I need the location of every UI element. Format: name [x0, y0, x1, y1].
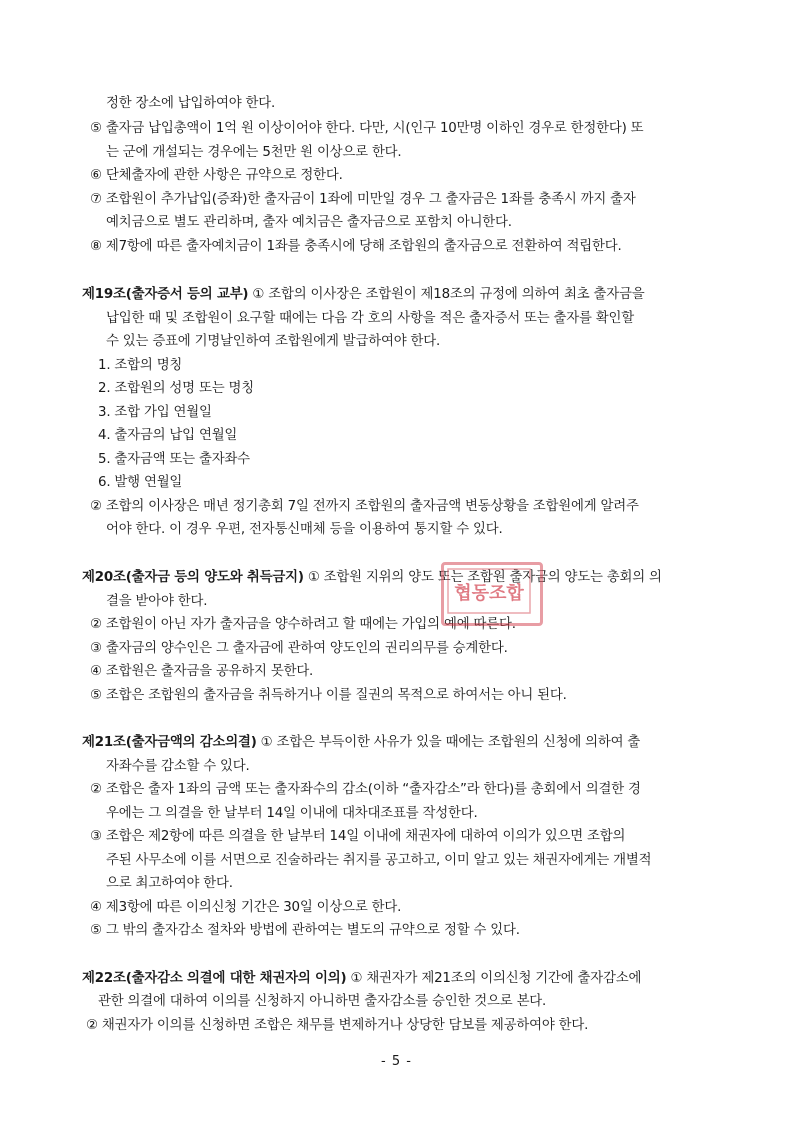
- article-heading: 제19조(출자증서 등의 교부): [82, 287, 249, 302]
- article-heading: 제22조(출자감소 의결에 대한 채권자의 이의): [82, 971, 347, 986]
- text-line: 우에는 그 의결을 한 날부터 14일 이내에 대차대조표를 작성한다.: [106, 806, 478, 821]
- text-line: 관한 의결에 대하여 이의를 신청하지 아니하면 출자감소를 승인한 것으로 본다.: [98, 994, 547, 1009]
- text-line: ⑤ 출자금 납입총액이 1억 원 이상이어야 한다. 다만, 시(인구 10만명 이하인 경우로 한정한다) 또: [90, 121, 644, 136]
- list-item: 5. 출자금액 또는 출자좌수: [98, 452, 250, 467]
- text-line: ② 조합은 출자 1좌의 금액 또는 출자좌수의 감소(이하 “출자감소”라 한다)를 총회에서 의결한 경: [90, 782, 641, 797]
- article-heading: 제21조(출자금액의 감소의결): [82, 735, 257, 750]
- text-line: ⑥ 단체출자에 관한 사항은 규약으로 정한다.: [90, 168, 343, 183]
- article-21-line: 제21조(출자금액의 감소의결) ① 조합은 부득이한 사유가 있을 때에는 조합원의 신청에 의하여 출: [82, 735, 641, 750]
- text-line: ⑤ 조합은 조합원의 출자금을 취득하거나 이를 질권의 목적으로 하여서는 아니 된다.: [90, 688, 567, 703]
- page-number: - 5 -: [381, 1054, 412, 1069]
- text-line: 어야 한다. 이 경우 우편, 전자통신매체 등을 이용하여 통지할 수 있다.: [106, 522, 503, 537]
- article-heading: 제20조(출자금 등의 양도와 취득금지): [82, 570, 304, 585]
- text-line: 납입한 때 및 조합원이 요구할 때에는 다음 각 호의 사항을 적은 출자증서 또는 출자를 확인할: [106, 311, 634, 326]
- text-line: ⑧ 제7항에 따른 출자예치금이 1좌를 충족시에 당해 조합원의 출자금으로 전환하여 적립한다.: [90, 239, 622, 254]
- article-22-line: 제22조(출자감소 의결에 대한 채권자의 이의) ① 채권자가 제21조의 이의신청 기간에 출자감소에: [82, 971, 642, 986]
- seal-graphic: [444, 565, 540, 623]
- list-item: 3. 조합 가입 연월일: [98, 405, 212, 420]
- text-line: ② 채권자가 이의를 신청하면 조합은 채무를 변제하거나 상당한 담보를 제공하여야 한다.: [86, 1018, 589, 1033]
- text-line: ② 조합의 이사장은 매년 정기총회 7일 전까지 조합원의 출자금액 변동상황을 조합원에게 알려주: [90, 499, 639, 514]
- text-line: 주된 사무소에 이를 서면으로 진술하라는 취지를 공고하고, 이미 알고 있는 채권자에게는 개별적: [106, 853, 652, 868]
- text-line: 예치금으로 별도 관리하며, 출자 예치금은 출자금으로 포함치 아니한다.: [106, 215, 512, 230]
- text-line: ⑦ 조합원이 추가납입(증좌)한 출자금이 1좌에 미만일 경우 그 출자금은 1좌를 충족시 까지 출자: [90, 192, 636, 207]
- text-line: 결을 받아야 한다.: [106, 594, 208, 609]
- text-line: 수 있는 증표에 기명날인하여 조합원에게 발급하여야 한다.: [106, 334, 441, 349]
- text-line: ③ 조합은 제2항에 따른 의결을 한 날부터 14일 이내에 채권자에 대하여 이의가 있으면 조합의: [90, 829, 626, 844]
- list-item: 1. 조합의 명칭: [98, 358, 183, 373]
- text-line: ④ 제3항에 따른 이의신청 기간은 30일 이상으로 한다.: [90, 900, 402, 915]
- text-line: ③ 출자금의 양수인은 그 출자금에 관하여 양도인의 권리의무를 승계한다.: [90, 641, 508, 656]
- text-line: ⑤ 그 밖의 출자감소 절차와 방법에 관하여는 별도의 규약으로 정할 수 있다.: [90, 923, 520, 938]
- cooperative-seal-stamp: [441, 562, 543, 626]
- seal-text: 협동조합: [454, 583, 524, 604]
- text-line: 는 군에 개설되는 경우에는 5천만 원 이상으로 한다.: [106, 145, 402, 160]
- text-line: ② 조합원이 아닌 자가 출자금을 양수하려고 할 때에는 가입의 예에 따른다.: [90, 617, 516, 632]
- text-line: ④ 조합원은 출자금을 공유하지 못한다.: [90, 664, 314, 679]
- article-19-line: 제19조(출자증서 등의 교부) ① 조합의 이사장은 조합원이 제18조의 규정에 의하여 최초 출자금을: [82, 287, 645, 302]
- text-line: 정한 장소에 납입하여야 한다.: [106, 96, 276, 111]
- list-item: 2. 조합원의 성명 또는 명칭: [98, 381, 254, 396]
- text-line: 자좌수를 감소할 수 있다.: [106, 759, 250, 774]
- list-item: 4. 출자금의 납입 연월일: [98, 428, 238, 443]
- article-20-line: 제20조(출자금 등의 양도와 취득금지) ① 조합원 지위의 양도 또는 조합원 출자금의 양도는 총회의 의: [82, 570, 662, 585]
- text-line: 으로 최고하여야 한다.: [106, 876, 233, 891]
- list-item: 6. 발행 연월일: [98, 475, 183, 490]
